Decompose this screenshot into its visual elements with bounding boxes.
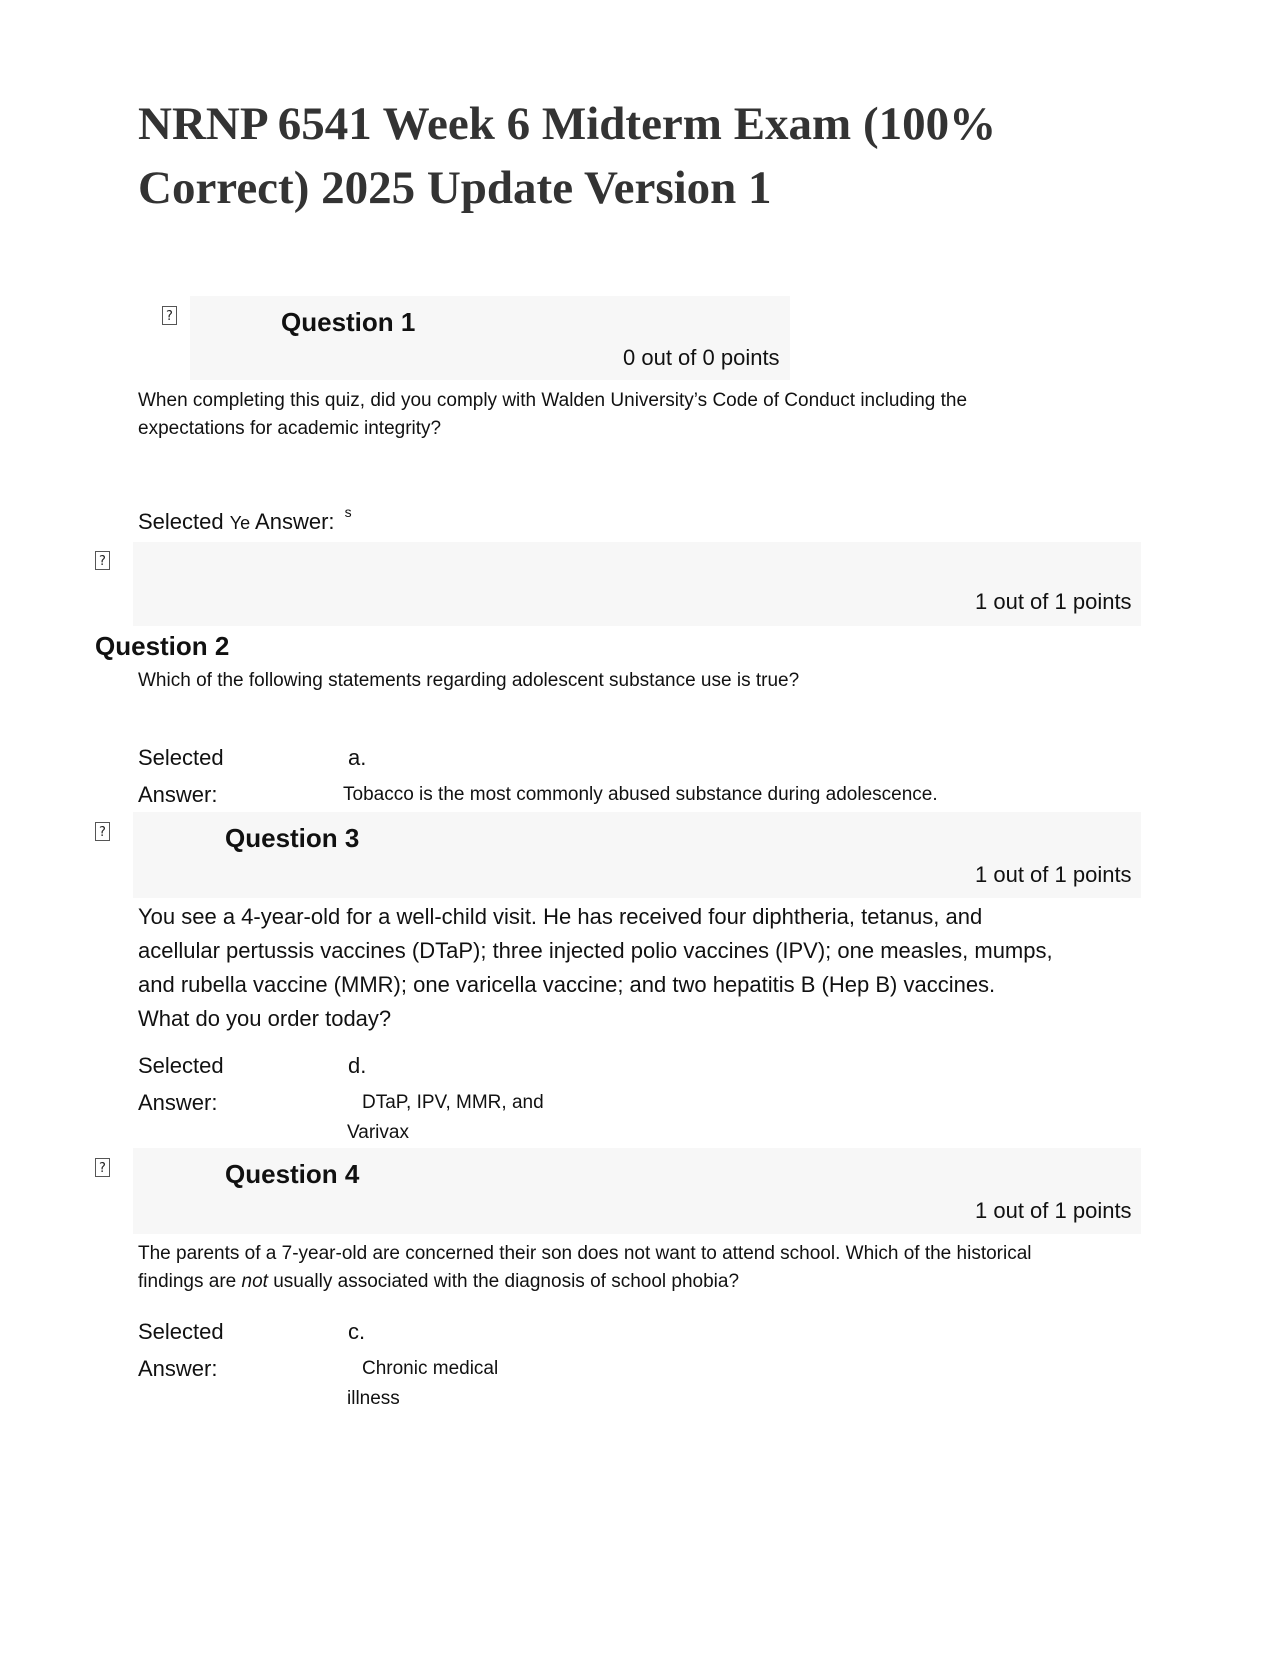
q3-text-line-1: You see a 4-year-old for a well-child visit. He has received four diphtheria, tetanus, and [138, 904, 983, 929]
q4-answer-label: Answer: [138, 1356, 218, 1381]
q4-text-line-2-pre: findings are [138, 1271, 242, 1292]
q3-answer-line-1: DTaP, IPV, MMR, and [362, 1092, 544, 1113]
q1-selected-answer [138, 504, 352, 538]
broken-image-icon: ? [95, 822, 110, 841]
q4-text-line-2-post: usually associated with the diagnosis of school phobia? [267, 1271, 740, 1292]
q1-points: 0 out of 0 points [623, 345, 780, 370]
q3-answer-letter: d. [348, 1053, 367, 1078]
q4-selected-label: Selected [138, 1319, 224, 1344]
broken-image-icon: ? [95, 1158, 110, 1177]
q1-heading: Question 1 [281, 307, 416, 337]
q2-answer-label: Answer: [138, 782, 218, 807]
title-line-1: NRNP 6541 Week 6 Midterm Exam (100% [138, 98, 997, 150]
broken-image-icon: ? [95, 551, 110, 570]
q3-answer-label: Answer: [138, 1090, 218, 1115]
q4-text-line-2-emphasis: not [241, 1271, 268, 1292]
q1-text-line-1: When completing this quiz, did you comply with Walden University’s Code of Conduct including the [138, 390, 968, 411]
q3-text-line-4: What do you order today? [138, 1006, 392, 1031]
q3-selected-label: Selected [138, 1053, 224, 1078]
document-title [138, 92, 1098, 220]
q2-answer-letter: a. [348, 745, 367, 770]
q2-heading: Question 2 [95, 631, 230, 661]
q1-text-line-2: expectations for academic integrity? [138, 418, 442, 439]
q1-answer-label: Answer: [255, 509, 335, 534]
q3-points: 1 out of 1 points [975, 862, 1132, 887]
q4-points: 1 out of 1 points [975, 1198, 1132, 1223]
q2-points: 1 out of 1 points [975, 589, 1132, 614]
q1-question-text [138, 387, 1138, 443]
q2-question-text: Which of the following statements regarding adolescent substance use is true? [138, 670, 800, 691]
q3-answer-line-2: Varivax [347, 1122, 409, 1143]
q4-answer-line-2: illness [347, 1388, 400, 1409]
q3-text-line-2: acellular pertussis vaccines (DTaP); three injected polio vaccines (IPV); one measles, mumps, [138, 938, 1053, 963]
q3-heading: Question 3 [225, 823, 360, 853]
q2-answer-text: Tobacco is the most commonly abused substance during adolescence. [343, 784, 938, 805]
q1-selected-label: Selected [138, 509, 224, 534]
q1-answer-fragment-1: Ye [229, 513, 251, 533]
q4-text-line-1: The parents of a 7-year-old are concerned their son does not want to attend school. Which of the historical [138, 1243, 1032, 1264]
q4-text-line-2 [138, 1268, 1158, 1296]
q3-text-line-3: and rubella vaccine (MMR); one varicella vaccine; and two hepatitis B (Hep B) vaccines. [138, 972, 996, 997]
q4-answer-letter: c. [348, 1319, 366, 1344]
q4-heading: Question 4 [225, 1159, 360, 1189]
title-line-2: Correct) 2025 Update Version 1 [138, 162, 772, 214]
broken-image-icon: ? [162, 306, 177, 325]
q4-question-text [138, 1240, 1158, 1296]
q3-question-text [138, 900, 1158, 1036]
q2-selected-label: Selected [138, 745, 224, 770]
q4-answer-line-1: Chronic medical [362, 1358, 499, 1379]
q1-answer-fragment-2: s [344, 504, 352, 520]
